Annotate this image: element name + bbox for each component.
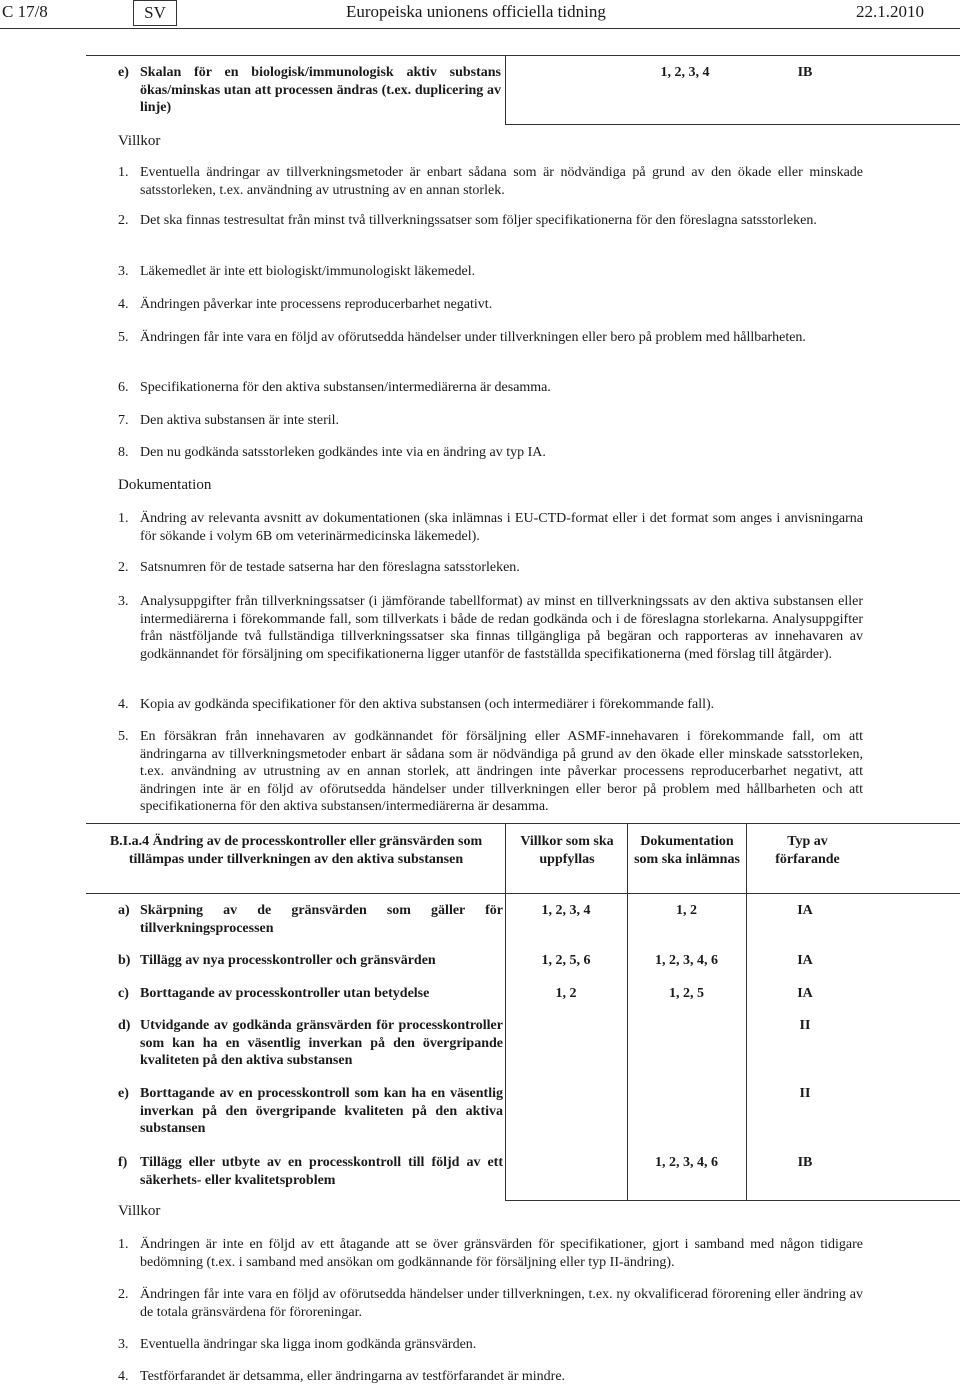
table-bottom-rule <box>505 1200 960 1201</box>
table-row-b-type: IA <box>797 953 813 968</box>
condition-2: 2. Det ska finnas testresultat från minst två tillverkningssatser som följer specifikationerna för den föreslagna satsstorleken. <box>118 213 817 228</box>
language-badge: SV <box>133 0 177 26</box>
table-row-f-docs: 1, 2, 3, 4, 6 <box>655 1155 718 1170</box>
condition-7: 7. Den aktiva substansen är inte steril. <box>118 413 340 428</box>
table-row-d-type: II <box>799 1018 811 1033</box>
table-row-f: f) Tillägg eller utbyte av en processkontroll till följd av ett säkerhets- eller kvalitetsproblem <box>118 1155 503 1188</box>
journal-title: Europeiska unionens officiella tidning <box>346 2 606 21</box>
condition2-3: 3. Eventuella ändringar ska ligga inom godkända gränsvärden. <box>118 1337 477 1352</box>
documentation-3: 3. Analysuppgifter från tillverkningssatser (i jämförande tabellformat) av minst en tillverkningssats av den aktiva substansen eller intermediärerna i förekommande fall, som tillverkats i både de redan godkända och i de föreslagna storlekarna. Analysuppgifter från nästföljande två fullständiga tillverkningssatser ska finnas tillgängliga på begäran och rapporteras av innehavaren av godkännandet för försäljning om specifikationerna ligger utanför de fastställda specifikationerna (med förslag till åtgärder). <box>118 594 863 662</box>
table-col-divider-2 <box>627 823 628 1200</box>
table-row-f-type: IB <box>797 1155 813 1170</box>
table-row-e-type: II <box>799 1086 811 1101</box>
table-row-d: d) Utvidgande av godkända gränsvärden för processkontroller som kan ha en väsentlig inverkan på den övergripande kvaliteten på den aktiva substansen <box>118 1018 503 1068</box>
table-row-a: a) Skärpning av de gränsvärden som gäller för tillverkningsprocessen <box>118 903 503 936</box>
condition2-1: 1. Ändringen är inte en följd av ett åtagande att se över gränsvärden för specifikationer, gjort i samband med någon tidigare bedömning (t.ex. i samband med ansökan om godkännande för försäljning eller typ II-ändring). <box>118 1237 863 1270</box>
table-top-rule <box>86 823 960 824</box>
top-row-rule <box>86 55 960 56</box>
top-item-text: Skalan för en biologisk/immunologisk aktiv substans ökas/minskas utan att processen ändras (t.ex. duplicering av linje) <box>140 65 501 115</box>
table-row-a-docs: 1, 2 <box>676 903 697 918</box>
table-col-divider-3 <box>746 823 747 1200</box>
table-row-b-conditions: 1, 2, 5, 6 <box>541 953 591 968</box>
condition-5: 5. Ändringen får inte vara en följd av oförutsedda händelser under tillverkningen eller bero på problem med hållbarheten. <box>118 330 806 345</box>
publication-date: 22.1.2010 <box>856 2 924 21</box>
conditions-heading: Villkor <box>118 133 161 149</box>
table-row-c-conditions: 1, 2 <box>555 986 577 1001</box>
table-row-a-type: IA <box>797 903 813 918</box>
documentation-heading: Dokumentation <box>118 477 212 493</box>
table-row-b: b) Tillägg av nya processkontroller och gränsvärden <box>118 953 436 968</box>
top-item-letter: e) <box>118 65 129 80</box>
table-row-c-docs: 1, 2, 5 <box>669 986 704 1001</box>
table-col-docs: Dokumentation som ska inlämnas <box>634 834 740 867</box>
top-row-divider <box>505 55 506 124</box>
condition-8: 8. Den nu godkända satsstorleken godkändes inte via en ändring av typ IA. <box>118 445 546 460</box>
condition-1: 1. Eventuella ändringar av tillverkningsmetoder är enbart sådana som är nödvändiga på grund av den ökade eller minskade satsstorleken, t.ex. användning av utrustning av en annan storlek. <box>118 165 863 198</box>
table-col-divider-1 <box>505 823 506 1200</box>
condition2-2: 2. Ändringen får inte vara en följd av oförutsedda händelser under tillverkningen, t.ex. ny okvalificerad förorening eller ändring av de totala gränsvärdena för föroreningar. <box>118 1287 863 1320</box>
table-row-b-docs: 1, 2, 3, 4, 6 <box>655 953 718 968</box>
condition-6: 6. Specifikationerna för den aktiva substansen/intermediärerna är desamma. <box>118 380 551 395</box>
documentation-4: 4. Kopia av godkända specifikationer för den aktiva substansen (och intermediärer i förekommande fall). <box>118 697 715 712</box>
condition-4: 4. Ändringen påverkar inte processens reproducerbarhet negativt. <box>118 297 493 312</box>
table-row-a-conditions: 1, 2, 3, 4 <box>541 903 591 918</box>
table-header-rule <box>86 893 960 894</box>
conditions2-heading: Villkor <box>118 1203 161 1219</box>
documentation-2: 2. Satsnumren för de testade satserna har den föreslagna satsstorleken. <box>118 560 520 575</box>
documentation-1: 1. Ändring av relevanta avsnitt av dokumentationen (ska inlämnas i EU-CTD-format eller i det format som anges i anvisningarna för sökande i volym 6B om veterinärmedicinska läkemedel). <box>118 511 863 544</box>
page-number: C 17/8 <box>2 2 48 21</box>
table-title: B.I.a.4 Ändring av de processkontroller eller gränsvärden som tillämpas under tillverkningen av den aktiva substansen <box>109 834 483 867</box>
table-col-conditions: Villkor som ska uppfyllas <box>520 834 614 867</box>
header-rule <box>0 28 960 29</box>
condition2-4: 4. Testförfarandet är detsamma, eller ändringarna av testförfarandet är mindre. <box>118 1369 566 1384</box>
table-row-c-type: IA <box>797 986 813 1001</box>
top-item-type: IB <box>797 65 813 80</box>
page-header <box>0 0 960 28</box>
top-row-bottom-rule <box>505 124 960 125</box>
top-item-conditions: 1, 2, 3, 4 <box>660 65 710 80</box>
documentation-5: 5. En försäkran från innehavaren av godkännandet för försäljning eller ASMF-innehavaren i förekommande fall, om att ändringarna av tillverkningsmetoder enbart är sådana som är nödvändiga på grund av den ökade eller minskade satsstorleken, t.ex. användning av utrustning av en annan storlek, att ändringen inte påverkar processens reproducerbarhet negativt, att ändringen inte är en följd av oförutsedda händelser under tillverkningen eller beror på problem med hållbarheten och att specifikationerna för den aktiva substansen/intermediärerna är desamma. <box>118 729 863 814</box>
table-row-c: c) Borttagande av processkontroller utan betydelse <box>118 986 430 1001</box>
condition-3: 3. Läkemedlet är inte ett biologiskt/immunologiskt läkemedel. <box>118 264 476 279</box>
table-row-e: e) Borttagande av en processkontroll som kan ha en väsentlig inverkan på den övergripande kvaliteten på den aktiva substansen <box>118 1086 503 1136</box>
top-item <box>118 64 501 117</box>
table-col-type: Typ av förfarande <box>775 834 840 867</box>
